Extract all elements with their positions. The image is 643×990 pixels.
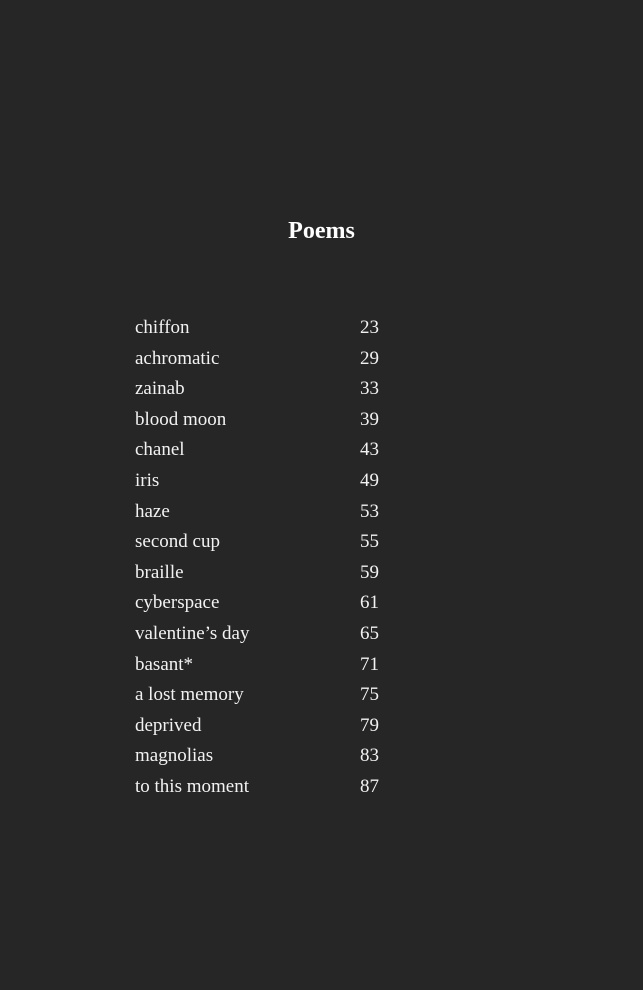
entry-page-number: 43 <box>360 439 379 461</box>
entry-title: valentine’s day <box>135 622 250 644</box>
entry-page-number: 23 <box>360 317 379 338</box>
list-item <box>135 741 379 772</box>
list-item <box>135 435 379 466</box>
entry-page-number: 71 <box>360 653 379 675</box>
entry-title: chiffon <box>135 317 190 338</box>
entry-title: blood moon <box>135 408 227 430</box>
list-item <box>135 650 379 681</box>
entry-page-number: 83 <box>360 745 379 767</box>
entry-title: deprived <box>135 714 202 736</box>
entry-page-number: 53 <box>360 500 379 522</box>
entry-page-number: 29 <box>360 347 379 369</box>
page-title: Poems <box>288 218 355 244</box>
entry-title: zainab <box>135 378 185 400</box>
entry-page-number: 39 <box>360 408 379 430</box>
entry-title: to this moment <box>135 775 249 797</box>
list-item <box>135 588 379 619</box>
entry-title: iris <box>135 469 160 491</box>
entry-title: second cup <box>135 531 220 553</box>
table-of-contents <box>135 313 379 803</box>
list-item <box>135 680 379 711</box>
list-item <box>135 405 379 436</box>
entry-title: a lost memory <box>135 684 244 706</box>
entry-title: chanel <box>135 439 185 461</box>
entry-page-number: 49 <box>360 469 379 491</box>
list-item <box>135 313 379 344</box>
entry-page-number: 65 <box>360 622 379 644</box>
list-item <box>135 619 379 650</box>
list-item <box>135 772 379 803</box>
list-item <box>135 466 379 497</box>
entry-title: haze <box>135 500 170 522</box>
entry-page-number: 75 <box>360 684 379 706</box>
entry-page-number: 87 <box>360 775 379 797</box>
list-item <box>135 527 379 558</box>
entry-title: magnolias <box>135 745 214 767</box>
entry-page-number: 55 <box>360 531 379 553</box>
list-item <box>135 374 379 405</box>
entry-page-number: 61 <box>360 592 379 614</box>
entry-title: braille <box>135 561 184 583</box>
entry-title: basant* <box>135 653 194 675</box>
list-item <box>135 344 379 375</box>
entry-page-number: 33 <box>360 378 379 400</box>
entry-title: cyberspace <box>135 592 220 614</box>
entry-title: achromatic <box>135 347 220 369</box>
list-item <box>135 711 379 742</box>
list-item <box>135 558 379 589</box>
list-item <box>135 497 379 528</box>
entry-page-number: 79 <box>360 714 379 736</box>
entry-page-number: 59 <box>360 561 379 583</box>
